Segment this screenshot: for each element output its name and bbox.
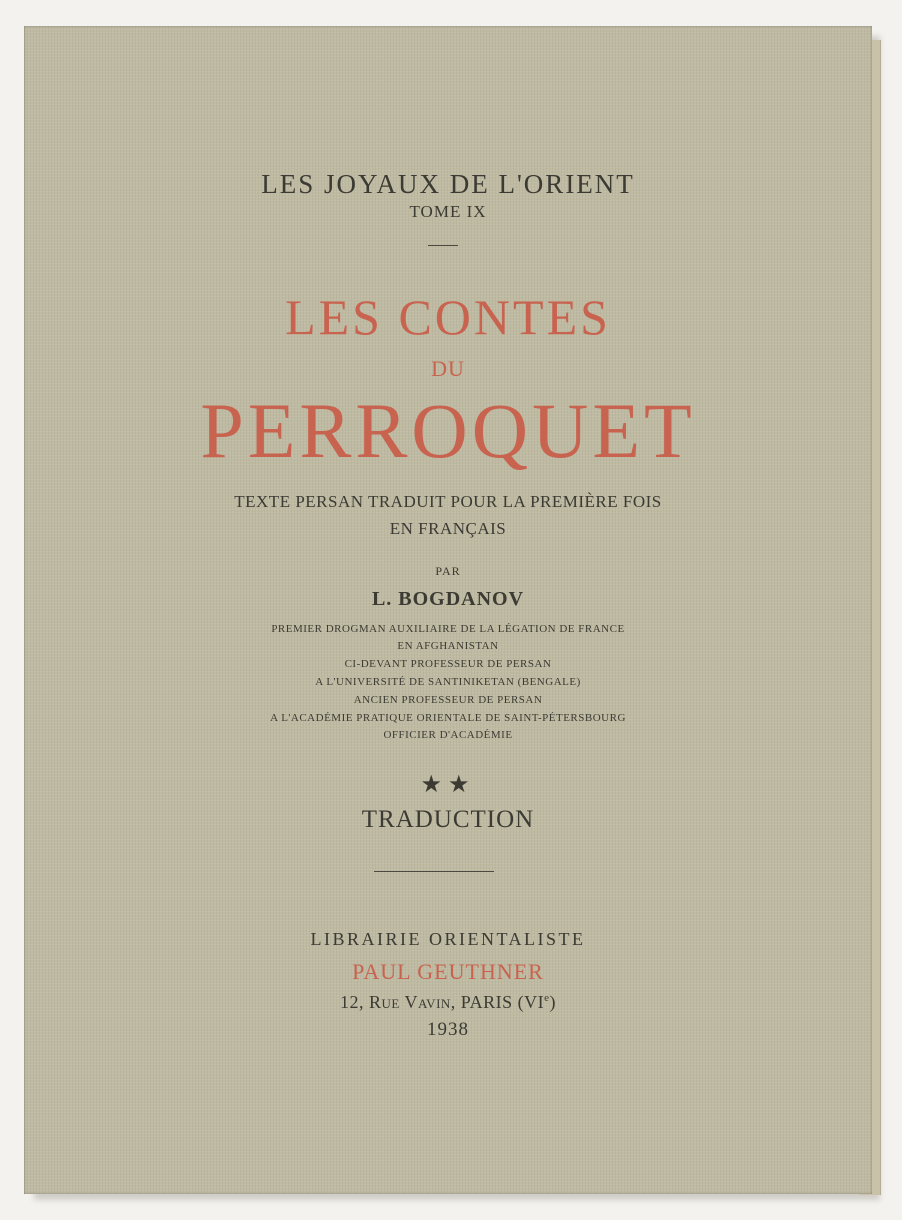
book-cover bbox=[24, 26, 872, 1194]
author-credential: ANCIEN PROFESSEUR DE PERSAN bbox=[353, 694, 543, 706]
top-rule bbox=[428, 245, 458, 246]
address-end: ) bbox=[549, 992, 557, 1012]
address-street: Rue Vavin bbox=[368, 992, 451, 1012]
publisher-address bbox=[24, 992, 872, 1013]
title-perroquet: PERROQUET bbox=[200, 387, 696, 474]
tome-number: TOME IX bbox=[409, 202, 487, 221]
publisher-name: PAUL GEUTHNER bbox=[352, 959, 544, 984]
author-name: L. BOGDANOV bbox=[371, 588, 525, 610]
author-credential: EN AFGHANISTAN bbox=[397, 640, 499, 652]
subtitle-line-2: EN FRANÇAIS bbox=[389, 519, 507, 538]
title-les-contes: LES CONTES bbox=[285, 289, 611, 345]
author-credential: A L'ACADÉMIE PRATIQUE ORIENTALE DE SAINT-PÉTERSBOURG bbox=[270, 712, 626, 724]
address-number: 12, bbox=[339, 992, 369, 1012]
author-credential: CI-DEVANT PROFESSEUR DE PERSAN bbox=[344, 658, 552, 670]
author-credential: PREMIER DROGMAN AUXILIAIRE DE LA LÉGATION DE FRANCE bbox=[271, 623, 625, 635]
middle-rule bbox=[374, 871, 494, 872]
volume-stars: ★★ bbox=[420, 772, 476, 798]
title-du: DU bbox=[431, 356, 465, 381]
author-credential: OFFICIER D'ACADÉMIE bbox=[383, 729, 513, 741]
address-city: , PARIS (VI bbox=[450, 992, 545, 1012]
address-superscript: e bbox=[544, 992, 550, 1004]
publication-year: 1938 bbox=[427, 1019, 469, 1040]
volume-label: TRADUCTION bbox=[361, 806, 535, 833]
subtitle-line-1: TEXTE PERSAN TRADUIT POUR LA PREMIÈRE FOIS bbox=[234, 492, 662, 511]
par-label: PAR bbox=[435, 564, 461, 578]
author-credential: A L'UNIVERSITÉ DE SANTINIKETAN (BENGALE) bbox=[315, 676, 581, 688]
series-title: LES JOYAUX DE L'ORIENT bbox=[261, 169, 635, 199]
publisher-label: LIBRAIRIE ORIENTALISTE bbox=[310, 929, 586, 949]
